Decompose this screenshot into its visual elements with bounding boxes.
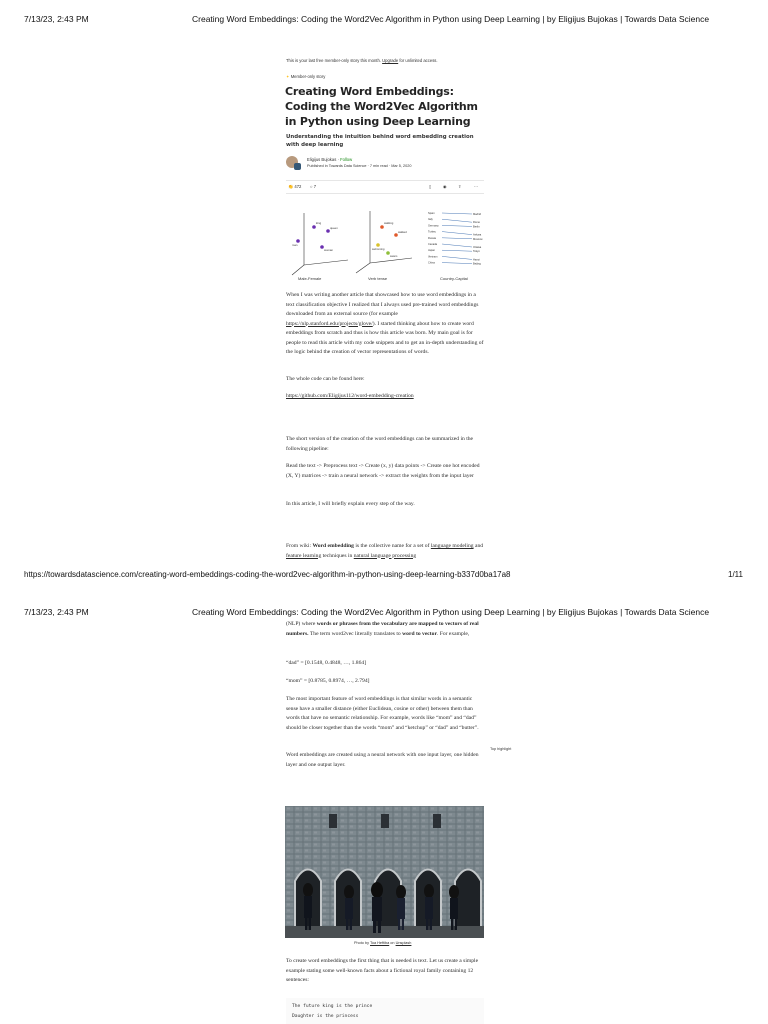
unsplash-link[interactable]: Unsplash <box>395 941 412 945</box>
capital-label: Berlin <box>473 225 480 229</box>
country-capital-line <box>442 250 472 251</box>
country-label: Russia <box>428 236 436 240</box>
country-capital-line <box>442 225 472 226</box>
glove-link[interactable]: https://nlp.stanford.edu/projects/glove/ <box>286 320 373 327</box>
capital-label: Madrid <box>473 213 481 216</box>
paragraph <box>286 291 484 358</box>
publication-name[interactable]: Towards Data Science <box>328 164 367 168</box>
text: techniques in <box>322 552 353 559</box>
upgrade-link[interactable]: Upgrade <box>382 58 399 63</box>
print-datetime: 7/13/23, 2:43 PM <box>24 14 89 24</box>
star-icon: ✦ <box>286 74 290 79</box>
capital-label: Ottawa <box>473 246 482 249</box>
country-label: Turkey <box>428 230 436 234</box>
upgrade-banner <box>286 58 438 63</box>
text: The term word2vec literally translates to <box>309 630 401 637</box>
language-modeling-link[interactable]: language modeling <box>430 543 474 549</box>
share-icon[interactable]: ⇪ <box>458 184 462 189</box>
capital-label: Beijing <box>473 262 481 266</box>
photo-author-link[interactable]: Toa Heftiba <box>370 941 390 945</box>
code-line: Daughter is the princess <box>292 1014 359 1019</box>
capital-label: Hanoi <box>473 258 480 262</box>
article-subtitle: Understanding the intuition behind word embedding creation with deep learning <box>286 134 474 148</box>
paragraph: The short version of the creation of the word embeddings can be summarized in the following pipeline: <box>286 436 474 452</box>
text: and <box>474 543 484 549</box>
action-bar-bottom-divider <box>286 193 484 194</box>
country-capital-line <box>442 256 472 259</box>
responses-button[interactable] <box>310 184 316 189</box>
comment-icon: ○ <box>310 184 313 189</box>
vector-example-mom: “mom” = [0.8785, 0.8974, …, 2.794] <box>286 678 370 684</box>
hero-figure <box>284 205 486 283</box>
capital-label: Rome <box>473 221 480 225</box>
more-icon[interactable]: ⋯ <box>474 184 479 189</box>
word-point-label: man <box>292 243 298 247</box>
word-point-label: king <box>316 221 322 225</box>
figure-caption: Country-Capital <box>440 276 468 281</box>
country-capital-line <box>442 238 472 239</box>
guards-photo <box>285 806 484 938</box>
text: on <box>390 941 395 945</box>
country-label: China <box>428 261 435 265</box>
country-label: Japan <box>428 249 436 253</box>
capital-label: Ankara <box>473 233 482 237</box>
paragraph <box>286 392 484 402</box>
banner-text-end: for unlimited access. <box>399 58 438 63</box>
clap-icon: 👏 <box>288 184 294 189</box>
print-doc-title: Creating Word Embeddings: Coding the Word2Vec Algorithm in Python using Deep Learning | by Eligijus Bujokas | Towards Data Science <box>192 607 710 617</box>
word-point-label: woman <box>324 248 334 252</box>
country-label: Italy <box>428 218 433 222</box>
text: Word embedding <box>312 543 354 549</box>
text: word to vector <box>402 630 437 637</box>
text: ). I started thinking about how to create word embeddings from scratch and thus is how this article was born. My main goal is for people to read this article with my code snippets and to get an in-depth understanding of the logic behind the creation of vector representations of words. <box>286 320 484 355</box>
code-block <box>286 998 484 1024</box>
paragraph: The whole code can be found here: <box>286 376 365 382</box>
author-line: Eligijus Bujokas · Follow <box>307 157 353 162</box>
text: words or phrases from the vocabulary are mapped to vectors of real numbers. <box>286 621 479 637</box>
country-capital-line <box>442 244 472 247</box>
publish-line: Published in Towards Data Science · 7 min read · Mar 5, 2020 <box>307 164 412 168</box>
publication-logo[interactable] <box>294 163 301 170</box>
figure-caption: Male-Female <box>298 276 322 281</box>
bookmark-icon[interactable]: ▯ <box>429 184 432 189</box>
word-point-label: walked <box>398 230 407 234</box>
member-badge <box>286 74 325 79</box>
follow-button[interactable]: Follow <box>340 157 353 162</box>
code-line: The future king is the prince <box>292 1004 373 1009</box>
paragraph: The most important feature of word embeddings is that similar words in a semantic sense have a smaller distance (either Euclidean, cosine or other) between them than words that have no semantic relationship. For example, words like “mom” and “dad” should be closer together than the words “mom” and “ketchup” or “dad” and “butter”. <box>286 696 479 731</box>
paragraph: Read the text -> Preprocess text -> Create (x, y) data points -> Create one hot encoded (X, Y) matrices -> train a neural network -> extract the weights from the input layer <box>286 463 480 479</box>
clap-count: 472 <box>294 184 302 189</box>
country-capital-line <box>442 232 472 235</box>
print-url: https://towardsdatascience.com/creating-word-embeddings-coding-the-word2vec-algorithm-in-python-using-deep-learning-b337d0ba17a8 <box>24 570 511 579</box>
feature-learning-link[interactable]: feature learning <box>286 552 322 559</box>
paragraph: Word embeddings are created using a neural network with one input layer, one hidden layer and one output layer. <box>286 752 479 768</box>
word-point <box>312 225 316 229</box>
print-page-number: 1/11 <box>728 570 743 579</box>
text: When I was writing another article that showcased how to use word embeddings in a text classification objective I realized that I always used pre-trained word embeddings downloaded from an external source (for example <box>286 292 479 317</box>
capital-label: Tokyo <box>473 250 480 254</box>
text: . For example, <box>436 630 470 637</box>
country-label: Spain <box>428 212 435 215</box>
country-capital-line <box>442 263 472 264</box>
text: (NLP) where <box>286 621 316 627</box>
word-point <box>380 225 384 229</box>
word-point-label: swam <box>390 254 398 258</box>
member-badge-label: Member-only story <box>290 74 326 79</box>
country-label: Canada <box>428 243 438 246</box>
word-point-label: swimming <box>372 247 385 251</box>
read-time: 7 min read <box>369 164 388 168</box>
text: Photo by <box>354 941 369 945</box>
photo-credit <box>354 941 411 945</box>
word-point-label: walking <box>384 221 394 225</box>
figure-caption: Verb tense <box>368 276 388 281</box>
publish-date: Mar 5, 2020 <box>391 164 412 168</box>
response-count: 7 <box>313 184 317 189</box>
paragraph: To create word embeddings the first thing that is needed is text. Let us create a simple example stating some well-known facts about a fictional royal family containing 12 sentences: <box>286 958 479 983</box>
text: is the collective name for a set of <box>355 543 430 549</box>
github-link[interactable]: https://github.com/Eligijus112/word-embedding-creation <box>286 393 414 399</box>
paragraph <box>286 620 484 639</box>
nlp-link[interactable]: natural language processing <box>353 552 417 559</box>
top-highlight-note: Top highlight <box>490 747 512 751</box>
country-label: Germany <box>428 224 439 228</box>
action-bar-top-divider <box>286 180 484 181</box>
word-point-label: queen <box>330 226 338 230</box>
text: From wiki: <box>286 543 312 549</box>
author-name[interactable]: Eligijus Bujokas <box>307 157 337 162</box>
published-prefix: Published in <box>307 164 328 168</box>
paragraph: In this article, I will briefly explain every step of the way. <box>286 501 415 507</box>
country-capital-line <box>442 219 472 222</box>
vector-example-dad: “dad” = [0.1548, 0.4848, …, 1.864] <box>286 660 367 666</box>
listen-icon[interactable]: ◉ <box>443 184 447 189</box>
print-datetime: 7/13/23, 2:43 PM <box>24 607 89 617</box>
capital-label: Moscow <box>473 237 483 241</box>
country-capital-line <box>442 213 472 214</box>
country-label: Vietnam <box>428 255 438 259</box>
paragraph <box>286 542 484 561</box>
article-title: Creating Word Embeddings: Coding the Word2Vec Algorithm in Python using Deep Learning <box>285 85 478 128</box>
print-doc-title: Creating Word Embeddings: Coding the Word2Vec Algorithm in Python using Deep Learning | by Eligijus Bujokas | Towards Data Science <box>192 14 710 24</box>
clap-button[interactable] <box>288 184 301 190</box>
banner-text: This is your last free member-only story this month. <box>286 58 381 63</box>
